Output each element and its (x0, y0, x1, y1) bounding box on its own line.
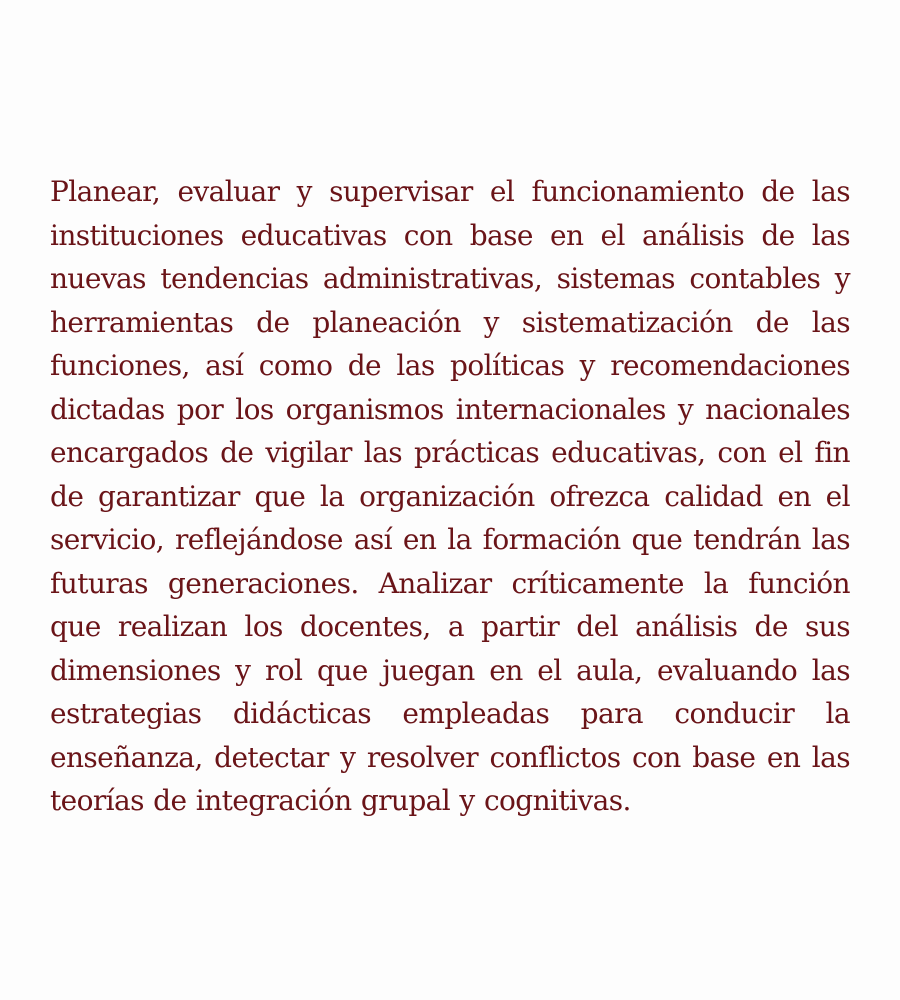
body-paragraph: Planear, evaluar y supervisar el funcionamiento de las instituciones educativas con base en el análisis de las nuevas tendencias administrativas, sistemas contables y herramientas de planeación y sistematización de las funciones, así como de las políticas y recomendaciones dictadas por los organismos internacionales y nacionales encargados de vigilar las prácticas educativas, con el fin de garantizar que la organización ofrezca calidad en el servicio, reflejándose así en la formación que tendrán las futuras generaciones. Analizar críticamente la función que realizan los docentes, a partir del análisis de sus dimensiones y rol que juegan en el aula, evaluando las estrategias didácticas empleadas para conducir la enseñanza, detectar y resolver conflictos con base en las teorías de integración grupal y cognitivas. (50, 175, 850, 817)
